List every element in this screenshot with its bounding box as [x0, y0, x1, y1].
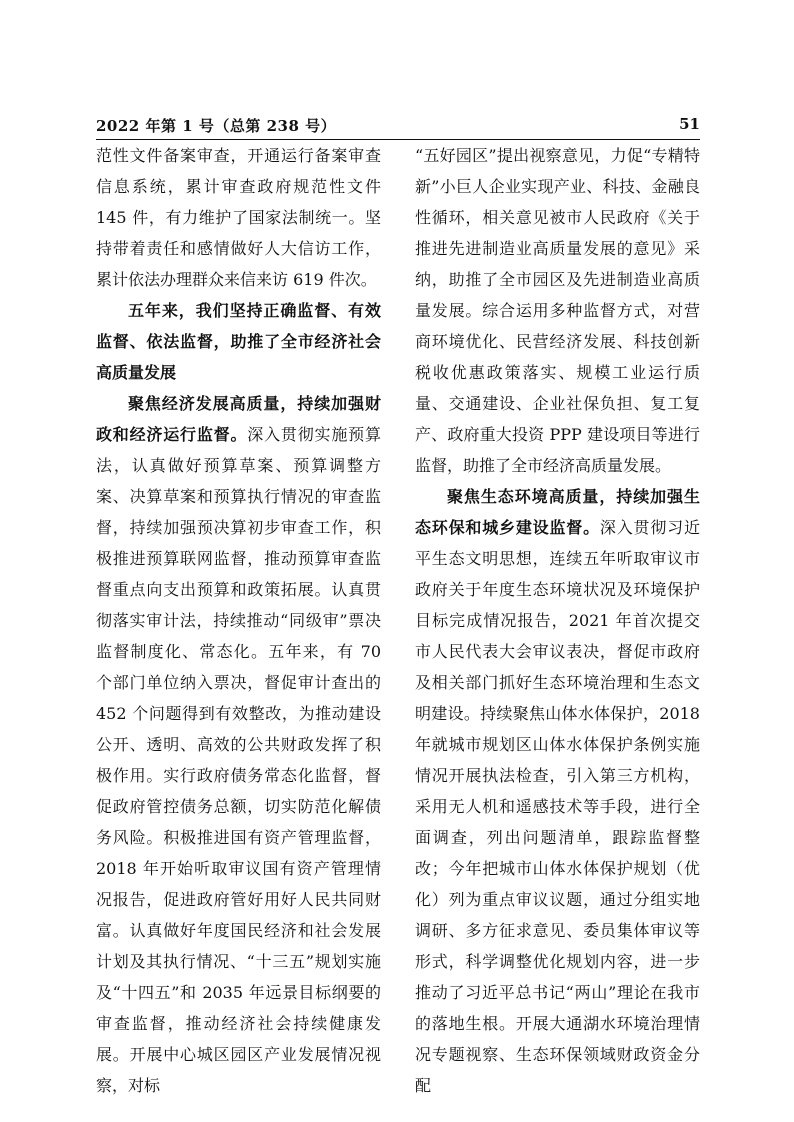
paragraph-lead: 聚焦生态环境高质量，持续加强生态环保和城乡建设监督。 [415, 487, 700, 537]
paragraph [415, 481, 700, 1101]
section-heading: 五年来，我们坚持正确监督、有效监督、依法监督，助推了全市经济社会高质量发展 [96, 301, 381, 382]
issue-label: 2022 年第 1 号（总第 238 号） [96, 117, 337, 135]
paragraph [96, 388, 381, 1101]
paragraph-body: 深入贯彻习近平生态文明思想，连续五年听取审议市政府关于年度生态环境状况及环境保护目标完成情况报告，2021 年首次提交市人民代表大会审议表决，督促市政府及相关部门抓好生态环境治理和生态文明建设。持续聚焦山体水体保护，2018 年就城市规划区山体水体保护条例实施情况开展执法检查，引入第三方机构，采用无人机和遥感技术等手段，进行全面调查，列出问题清单，跟踪监督整改；今年把城市山体水体保护规划（优化）列为重点审议议题，通过分组实地调研、多方征求意见、委员集体审议等形式，科学调整优化规划内容，进一步推动了习近平总书记“两山”理论在我市的落地生根。开展大通湖水环境治理情况专题视察、生态环保领域财政资金分配 [415, 518, 700, 1095]
paragraph-body: 深入贯彻实施预算法，认真做好预算草案、预算调整方案、决算草案和预算执行情况的审查监督，持续加强预决算初步审查工作，积极推进预算联网监督，推动预算审查监督重点向支出预算和政策拓展。认真贯彻落实审计法，持续推动“同级审”票决监督制度化、常态化。五年来，有 70 个部门单位纳入票决，督促审计查出的 452 个问题得到有效整改，为推动建设公开、透明、高效的公共财政发挥了积极作用。实行政府债务常态化监督，督促政府管控债务总额，切实防范化解债务风险。积极推进国有资产管理监督，2018 年开始听取审议国有资产管理情况报告，促进政府管好用好人民共同财富。认真做好年度国民经济和社会发展计划及其执行情况、“十三五”规划实施及“十四五”和 2035 年远景目标纲要的审查监督，推动经济社会持续健康发展。开展中心城区园区产业发展情况视察，对标 [96, 425, 381, 1095]
left-column [96, 140, 381, 1095]
paragraph: 范性文件备案审查，开通运行备案审查信息系统，累计审查政府规范性文件 145 件，有力维护了国家法制统一。坚持带着责任和感情做好人大信访工作，累计依法办理群众来信来访 619 件次。 [96, 146, 381, 289]
paragraph-lead: 聚焦经济发展高质量，持续加强财政和经济运行监督。 [96, 394, 381, 444]
page-header [96, 113, 700, 140]
right-column [415, 140, 700, 1095]
paragraph: “五好园区”提出视察意见，力促“专精特新”小巨人企业实现产业、科技、金融良性循环，相关意见被市人民政府《关于推进先进制造业高质量发展的意见》采纳，助推了全市园区及先进制造业高质量发展。综合运用多种监督方式，对营商环境优化、民营经济发展、科技创新税收优惠政策落实、规模工业运行质量、交通建设、企业社保负担、复工复产、政府重大投资 PPP 建设项目等进行监督，助推了全市经济高质量发展。 [415, 146, 700, 475]
page-number: 51 [679, 115, 700, 133]
